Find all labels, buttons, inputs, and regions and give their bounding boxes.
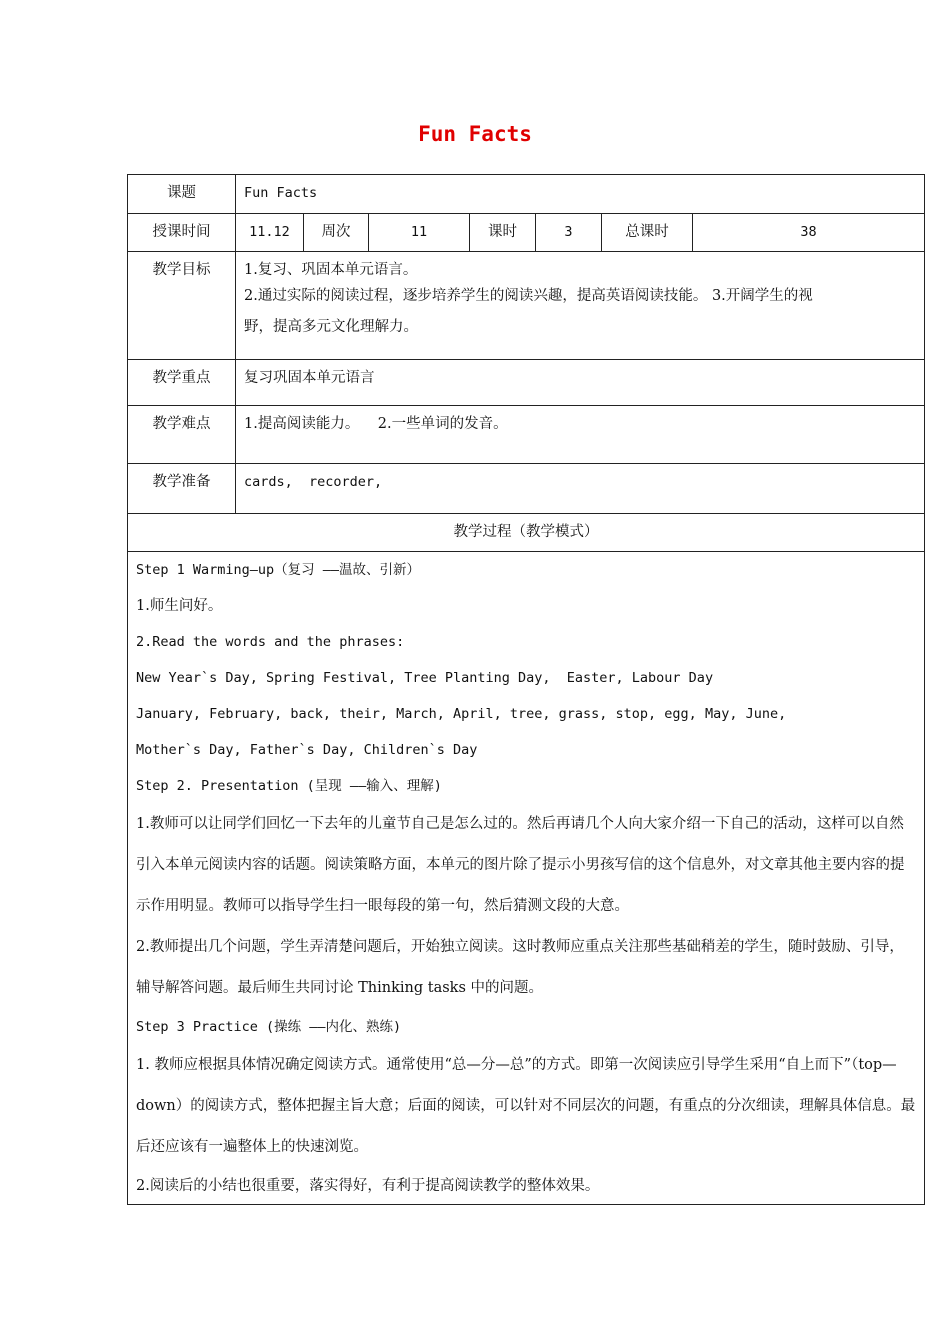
time-label: 授课时间 — [128, 214, 236, 252]
period-label: 课时 — [470, 214, 536, 252]
objective-line: 2.通过实际的阅读过程，逐步培养学生的阅读兴趣，提高英语阅读技能。 3.开阔学生的视 — [244, 288, 813, 304]
process-paragraph: 2.Read the words and the phrases: — [136, 634, 405, 650]
process-paragraph: 2.阅读后的小结也很重要，落实得好，有利于提高阅读教学的整体效果。 — [136, 1178, 600, 1194]
step-heading: Step 2. Presentation (呈现 ——输入、理解) — [136, 778, 442, 794]
objective-line: 1.复习、巩固本单元语言。 — [244, 262, 418, 278]
objectives-label: 教学目标 — [128, 252, 236, 360]
week-label: 周次 — [304, 214, 369, 252]
preparation-row — [128, 464, 925, 514]
objectives-cell — [236, 252, 925, 360]
topic-label: 课题 — [128, 175, 236, 214]
process-cell — [128, 552, 925, 1205]
step-heading: Step 3 Practice (操练 ——内化、熟练) — [136, 1019, 402, 1035]
time-value: 11.12 — [236, 214, 304, 252]
topic-value: Fun Facts — [236, 175, 925, 214]
vocabulary-line: New Year`s Day, Spring Festival, Tree Planting Day, Easter, Labour Day — [136, 670, 714, 686]
key-points-value: 复习巩固本单元语言 — [236, 360, 925, 406]
lesson-plan-table — [127, 174, 925, 1205]
process-paragraph: 1.师生问好。 — [136, 598, 223, 614]
key-points-row — [128, 360, 925, 406]
difficulties-label: 教学难点 — [128, 406, 236, 464]
process-paragraph: 2.教师提出几个问题，学生弄清楚问题后，开始独立阅读。这时教师应重点关注那些基础稍差的学生，随时鼓励、引导，辅导解答问题。最后师生共同讨论 Thinking tasks 中的问题。 — [136, 939, 904, 996]
total-periods-label: 总课时 — [602, 214, 693, 252]
step-heading: Step 1 Warming—up（复习 ——温故、引新） — [136, 562, 421, 578]
difficulties-value: 1.提高阅读能力。 2.一些单词的发音。 — [236, 406, 925, 464]
page-title: Fun Facts — [418, 122, 532, 146]
vocabulary-line: January, February, back, their, March, April, tree, grass, stop, egg, May, June, — [136, 706, 787, 722]
total-periods-value: 38 — [693, 214, 925, 252]
vocabulary-line: Mother`s Day, Father`s Day, Children`s Day — [136, 742, 478, 758]
week-value: 11 — [369, 214, 470, 252]
process-header-row — [128, 514, 925, 552]
topic-row — [128, 175, 925, 214]
process-row — [128, 552, 925, 1205]
preparation-label: 教学准备 — [128, 464, 236, 514]
objective-line: 野，提高多元文化理解力。 — [244, 319, 418, 335]
schedule-row — [128, 214, 925, 252]
difficulties-row — [128, 406, 925, 464]
period-value: 3 — [536, 214, 602, 252]
process-paragraph: 1.教师可以让同学们回忆一下去年的儿童节自己是怎么过的。然后再请几个人向大家介绍一下自己的活动，这样可以自然引入本单元阅读内容的话题。阅读策略方面，本单元的图片除了提示小男孩写信的这个信息外，对文章其他主要内容的提示作用明显。教师可以指导学生扫一眼每段的第一句，然后猜测文段的大意。 — [136, 816, 905, 914]
key-points-label: 教学重点 — [128, 360, 236, 406]
objectives-row — [128, 252, 925, 360]
preparation-value: cards, recorder, — [236, 464, 925, 514]
process-paragraph: 1. 教师应根据具体情况确定阅读方式。通常使用“总—分—总”的方式。即第一次阅读应引导学生采用“自上而下”（top—down）的阅读方式，整体把握主旨大意；后面的阅读，可以针对不同层次的问题，有重点的分次细读，理解具体信息。最后还应该有一遍整体上的快速浏览。 — [136, 1057, 916, 1155]
process-header: 教学过程（教学模式） — [128, 514, 925, 552]
